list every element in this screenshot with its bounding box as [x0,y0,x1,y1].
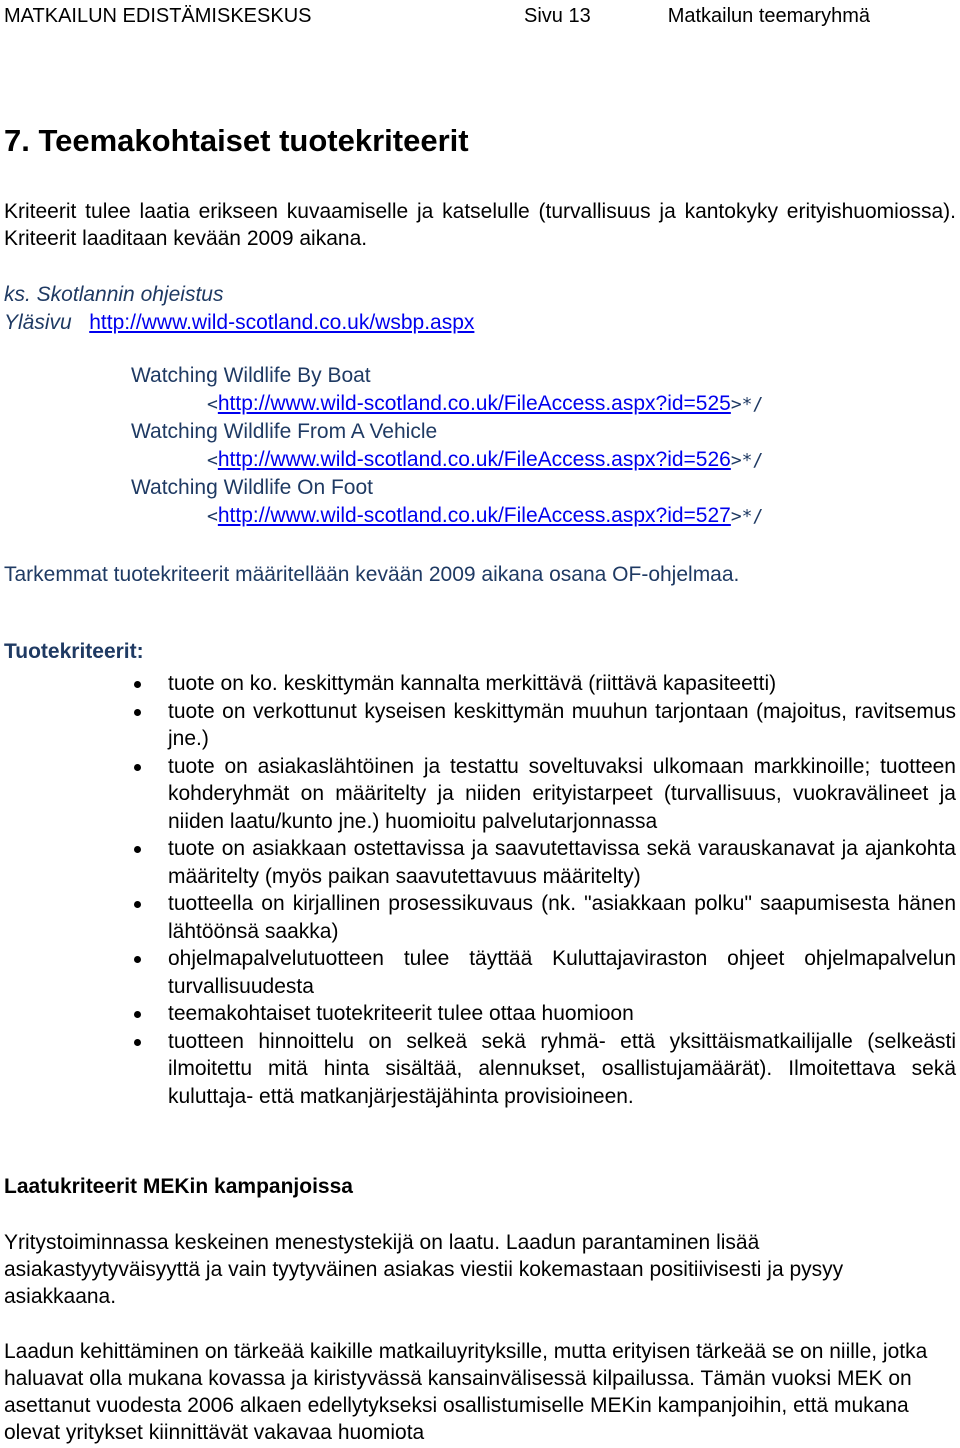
link-open-bracket: < [207,394,218,415]
list-item [0,753,960,836]
home-label: Yläsivu [4,311,72,334]
bullet-icon [134,709,141,716]
guide-link-row [207,390,763,419]
bullet-icon [134,1039,141,1046]
scotland-reference: ks. Skotlannin ohjeistus [4,283,224,306]
quality-heading: Laatukriteerit MEKin kampanjoissa [4,1175,353,1198]
quality-paragraph: Laadun kehittäminen on tärkeää kaikille matkailuyrityksille, mutta erityisen tärkeää se on niille, jotka haluavat olla mukana kovassa ja kiristyvässä kansainvälisessä kilpailussa. Tämän vuoksi MEK on asettanut vuodesta 2006 alkaen edellytykseksi osallistumiselle MEKin kampanjoihin, että mukana olevat yritykset kiinnittävät vakavaa huomiota [4,1340,928,1444]
bullet-icon [134,1011,141,1018]
link-close: >*/ [730,394,764,415]
list-item [0,698,960,753]
criteria-list [0,670,960,1110]
list-item [0,890,960,945]
guide-link[interactable]: http://www.wild-scotland.co.uk/FileAccess.aspx?id=527 [217,504,731,527]
criteria-heading: Tuotekriteerit: [4,640,144,663]
header-group: Matkailun teemaryhmä [667,5,870,27]
guide-title: Watching Wildlife On Foot [131,476,373,499]
bullet-icon [134,956,141,963]
list-item-text: teemakohtaiset tuotekriteerit tulee ottaa huomioon [168,1002,634,1025]
link-open-bracket: < [207,506,218,527]
list-item-text: tuotteella on kirjallinen prosessikuvaus (nk. "asiakkaan polku" saapumisesta hänen lähtöönsä saakka) [168,892,956,943]
bullet-icon [134,846,141,853]
list-item-text: tuote on asiakaslähtöinen ja testattu soveltuvaksi ulkomaan markkinoille; tuotteen kohderyhmät on määritelty ja niiden erityistarpeet (turvallisuus, vuokravälineet ja niiden laatu/kunto jne.) huomioitu palvelutarjonnassa [168,754,956,833]
scotland-home-row [4,309,474,337]
list-item-text: tuotteen hinnoittelu on selkeä sekä ryhmä- että yksittäismatkailijalle (selkeästi ilmoitettu mitä hinta sisältää, alennukset, osallistujamäärät). Ilmoitettava sekä kuluttaja- että matkanjärjestäjähinta provisioineen. [168,1029,956,1108]
list-item [0,835,960,890]
guide-link-row [207,502,763,531]
intro-paragraph: Kriteerit tulee laatia erikseen kuvaamiselle ja katselulle (turvallisuus ja kantokyky erityishuomiossa). Kriteerit laaditaan kevään 2009 aikana. [4,200,956,250]
link-close: >*/ [730,506,764,527]
link-open-bracket: < [207,450,218,471]
guide-link-row [207,446,763,475]
guide-title: Watching Wildlife From A Vehicle [131,420,438,443]
scotland-note: Tarkemmat tuotekriteerit määritellään kevään 2009 aikana osana OF-ohjelmaa. [4,563,740,586]
link-close: >*/ [730,450,764,471]
list-item [0,1000,960,1028]
list-item-text: tuote on asiakkaan ostettavissa ja saavutettavissa sekä varauskanavat ja ajankohta määritelty (myös paikan saavutettavuus määritelty) [168,837,956,888]
bullet-icon [134,901,141,908]
list-item-text: tuote on verkottunut kyseisen keskittymän muuhun tarjontaan (majoitus, ravitsemus jne.) [168,699,956,750]
list-item-text: ohjelmapalvelutuotteen tulee täyttää Kuluttajaviraston ohjeet ohjelmapalvelun turvallisuudesta [168,947,956,998]
guide-link[interactable]: http://www.wild-scotland.co.uk/FileAccess.aspx?id=525 [217,392,731,415]
bullet-icon [134,764,141,771]
bullet-icon [134,681,141,688]
header-page-number: Sivu 13 [524,5,591,27]
home-link[interactable]: http://www.wild-scotland.co.uk/wsbp.aspx [89,311,475,334]
list-item-text: tuote on ko. keskittymän kannalta merkittävä (riittävä kapasiteetti) [168,672,777,695]
list-item [0,670,960,698]
list-item [0,945,960,1000]
quality-paragraph: Yritystoiminnassa keskeinen menestystekijä on laatu. Laadun parantaminen lisää asiakastyytyväisyyttä ja vain tyytyväinen asiakas viestii kokemastaan positiivisesti ja pysyy asiakkaana. [4,1231,844,1308]
list-item [0,1028,960,1111]
guide-link[interactable]: http://www.wild-scotland.co.uk/FileAccess.aspx?id=526 [217,448,731,471]
section-title: 7. Teemakohtaiset tuotekriteerit [4,123,469,158]
page-header [4,4,956,28]
guide-title: Watching Wildlife By Boat [131,364,371,387]
header-organization: MATKAILUN EDISTÄMISKESKUS [4,5,312,27]
